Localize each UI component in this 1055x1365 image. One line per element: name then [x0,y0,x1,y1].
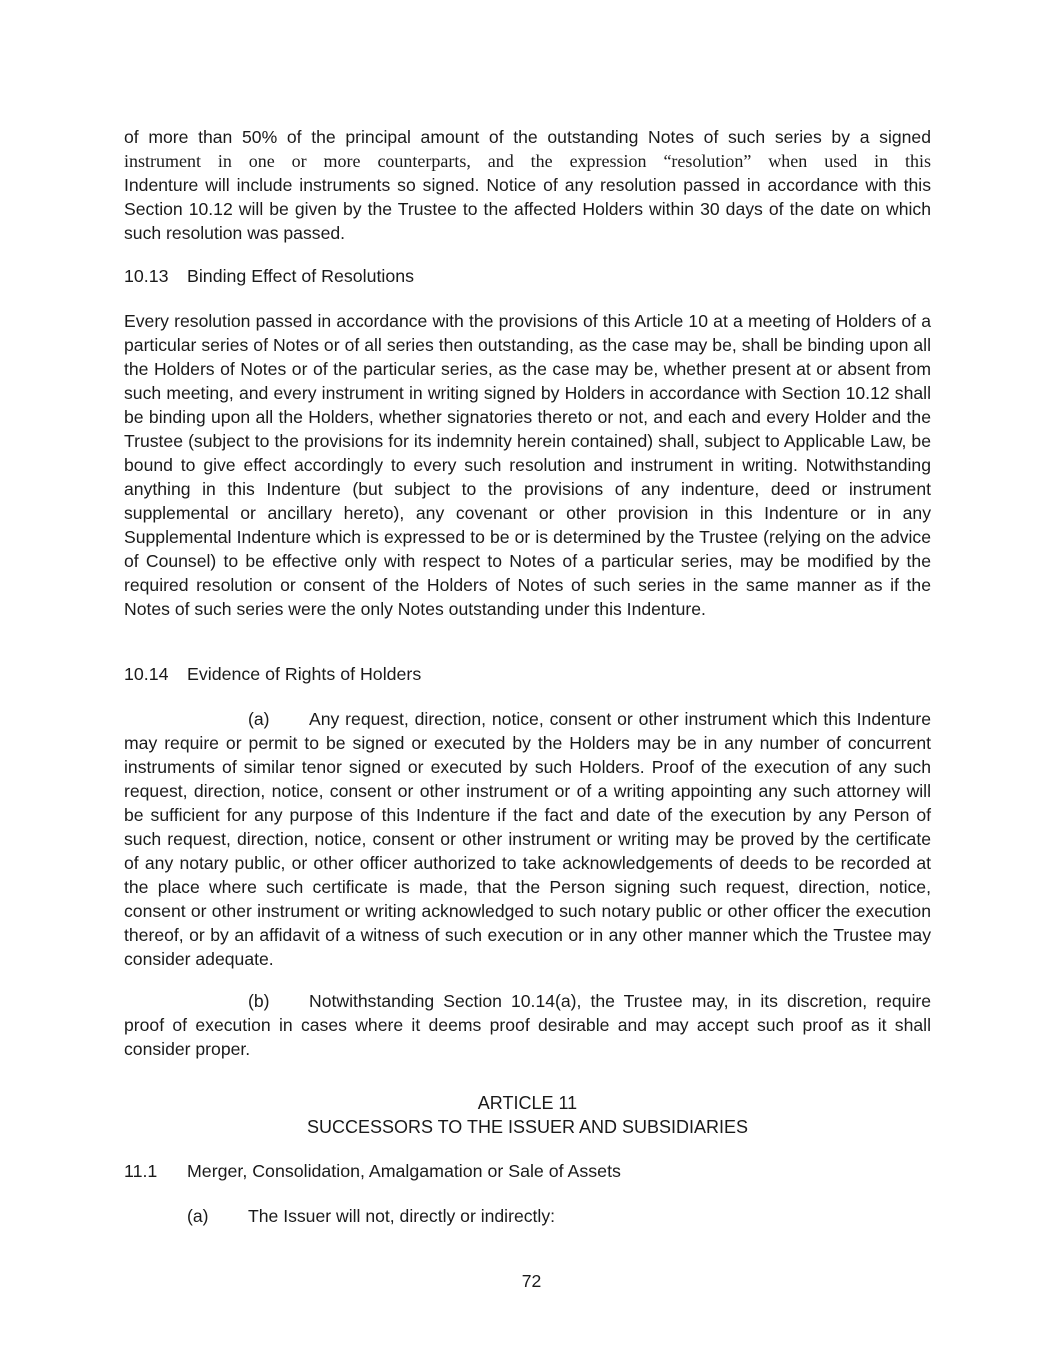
article-11-number: ARTICLE 11 [477,1093,578,1113]
article-11-title: SUCCESSORS TO THE ISSUER AND SUBSIDIARIES [306,1117,749,1137]
section-10-13-body [124,309,931,621]
section-10-13-number: 10.13 [124,266,169,286]
section-10-14-number: 10.14 [124,664,169,684]
para-b-text-block [124,989,931,1061]
section-11-1-number: 11.1 [124,1161,158,1181]
section-10-13-heading [124,264,414,288]
section-10-13-title: Binding Effect of Resolutions [187,266,415,286]
para-a-text-block [124,707,931,971]
page-number: 72 [521,1271,542,1291]
item-a-text: The Issuer will not, directly or indirectly: [248,1206,556,1226]
section-10-14-heading [124,662,421,686]
para-b-label: (b) [248,991,270,1011]
section-10-13-text: Every resolution passed in accordance with the provisions of this Article 10 at a meeting of Holders of a particular series of Notes or of all series then outstanding, as the case may be, shall be binding upon all the Holders of Notes or of the particular series, as the case may be, whether present at or absent from such meeting, and every instrument in writing signed by Holders in accordance with Section 10.12 shall be binding upon all the Holders, whether signatories thereto or not, and each and every Holder and the Trustee (subject to the provisions for its indemnity herein contained) shall, subject to Applicable Law, be bound to give effect accordingly to every such resolution and instrument in writing. Notwithstanding anything in this Indenture (but subject to the provisions of any indenture, deed or instrument supplemental or ancillary hereto), any covenant or other provision in this Indenture or in any Supplemental Indenture which is expressed to be or is determined by the Trustee (relying on the advice of Counsel) to be effective only with respect to Notes of a particular series, may be modified by the required resolution or consent of the Holders of Notes of such series in the same manner as if the Notes of such series were the only Notes outstanding under this Indenture. [124,311,931,619]
section-10-14-title: Evidence of Rights of Holders [187,664,422,684]
article-11-heading [124,1091,931,1139]
item-a-label: (a) [187,1206,209,1226]
section-10-14-para-a [124,707,931,971]
opening-line-1: of more than 50% of the principal amount of the outstanding Notes of such series by a signed [124,127,931,147]
para-a-text: Any request, direction, notice, consent or other instrument which this Indenture may require or permit to be signed or executed by the Holders may be in any number of concurrent instruments of similar tenor signed or executed by such Holders. Proof of the execution of any such request, direction, notice, consent or other instrument or of a writing appointing any such attorney will be sufficient for any purpose of this Indenture if the fact and date of the execution by any Person of such request, direction, notice, consent or other instrument or writing may be proved by the certificate of any notary public, or other officer authorized to take acknowledgements of deeds to be recorded at the place where such certificate is made, that the Person signing such request, direction, notice, consent or other instrument or writing acknowledged to such notary public or other officer the execution thereof, or by an affidavit of a witness of such execution or in any other manner which the Trustee may consider adequate. [124,709,931,969]
para-a-label: (a) [248,709,270,729]
section-11-1-heading [124,1159,621,1183]
opening-line-2: instrument in one or more counterparts, and the expression “resolution” when used in this [124,151,931,171]
para-b-text: Notwithstanding Section 10.14(a), the Trustee may, in its discretion, require proof of execution in cases where it deems proof desirable and may accept such proof as it shall consider proper. [124,991,931,1059]
opening-paragraph [124,125,931,245]
opening-rest: Indenture will include instruments so signed. Notice of any resolution passed in accordance with this Section 10.12 will be given by the Trustee to the affected Holders within 30 days of the date on which such resolution was passed. [124,175,931,243]
section-10-14-para-b [124,989,931,1061]
section-11-1-title: Merger, Consolidation, Amalgamation or Sale of Assets [187,1161,621,1181]
section-11-1-item-a [187,1204,555,1228]
